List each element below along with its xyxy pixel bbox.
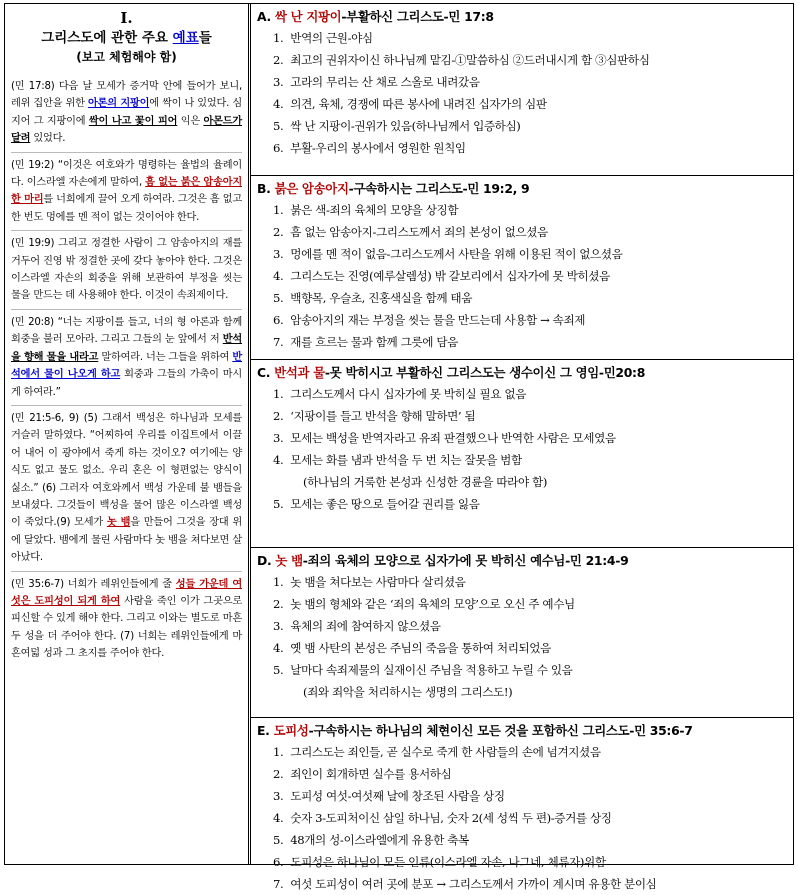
verse-divider bbox=[11, 230, 242, 231]
verse-text: 말하여라. 너는 그들을 위하여 bbox=[98, 351, 233, 363]
list-item-text: 붉은 색-죄의 육체의 모양을 상징함 bbox=[290, 203, 459, 217]
list-item-text: 백향목, 우슬초, 진홍색실을 함께 태움 bbox=[290, 291, 473, 305]
list-item bbox=[273, 405, 787, 427]
list-item bbox=[273, 137, 787, 159]
list-number: 2. bbox=[273, 597, 284, 611]
verse-block bbox=[11, 157, 242, 227]
list-item-text: 날마다 속죄제물의 실재이신 주님을 적용하고 누릴 수 있음 bbox=[290, 663, 573, 677]
section-accent: 반석과 물 bbox=[274, 365, 325, 380]
verse-divider bbox=[11, 405, 242, 406]
verse-highlight: 성들 가운데 여섯은 도피성이 되게 하여 bbox=[11, 578, 242, 607]
list-item-text: 멍에를 멘 적이 없음-그리스도께서 사탄을 위해 이용된 적이 없으셨음 bbox=[290, 247, 623, 261]
list-number: 7. bbox=[273, 335, 284, 349]
list-item-text: 암송아지의 재는 부정을 씻는 물을 만드는데 사용함 → 속죄제 bbox=[290, 313, 586, 327]
list-number: 4. bbox=[273, 453, 284, 467]
verse-block bbox=[11, 235, 242, 305]
list-item-text: 숫자 3-도피처이신 삼일 하나님, 숫자 2(세 성씩 두 편)-증거를 상징 bbox=[290, 811, 612, 825]
verse-highlight: 아론의 지팡이 bbox=[87, 98, 150, 110]
list-item bbox=[273, 741, 787, 763]
list-number: 5. bbox=[273, 291, 284, 305]
list-item-text: 싹 난 지팡이-권위가 있음(하나님께서 입증하심) bbox=[290, 119, 521, 133]
list-number: 7. bbox=[273, 877, 284, 891]
list-item bbox=[273, 27, 787, 49]
section-subtitle: -죄의 육체의 모양으로 십자가에 못 박히신 예수님-민 21:4-9 bbox=[302, 553, 629, 568]
list-number: 2. bbox=[273, 767, 284, 781]
list-item-text: 모세는 화를 냄과 반석을 두 번 치는 잘못을 범함 bbox=[290, 453, 522, 467]
verse-list bbox=[11, 78, 242, 663]
list-item-text: 육체의 죄에 참여하지 않으셨음 bbox=[290, 619, 441, 633]
verse-text: (민 17:8) 다음 날 모세가 증거막 안에 들어가 보니, 레위 집안을 위한 bbox=[11, 81, 242, 110]
list-item bbox=[273, 449, 787, 471]
page-title bbox=[11, 28, 242, 48]
list-number: 1. bbox=[273, 387, 284, 401]
list-number: 4. bbox=[273, 97, 284, 111]
title-block bbox=[11, 8, 242, 66]
list-item bbox=[273, 287, 787, 309]
list-item bbox=[273, 383, 787, 405]
section-list bbox=[257, 199, 787, 353]
verse-highlight: 아몬드가 달려 bbox=[11, 115, 243, 145]
list-item-text: 최고의 권위자이신 하나님께 맡김-①말씀하심 ②드러내시게 함 ③심판하심 bbox=[290, 53, 650, 67]
list-item bbox=[273, 221, 787, 243]
list-number: 3. bbox=[273, 247, 284, 261]
list-item bbox=[273, 571, 787, 593]
list-item-text: 모세는 좋은 땅으로 들어갈 권리를 잃음 bbox=[290, 497, 480, 511]
verse-block bbox=[11, 576, 242, 663]
list-item bbox=[273, 637, 787, 659]
section-c bbox=[251, 360, 793, 548]
list-item bbox=[273, 785, 787, 807]
list-item bbox=[273, 331, 787, 353]
section-d bbox=[251, 548, 793, 718]
verse-text: (민 19:9) 그리고 정결한 사람이 그 암송아지의 재를 거두어 진영 밖 정결한 곳에 갖다 놓아야 한다. 그것은 이스라엘 자손의 회중을 위해 보관하여 부정을 씻는 물을 만드는 데 사용해야 한다. 이것이 속죄제이다. bbox=[11, 238, 242, 302]
list-number: 2. bbox=[273, 409, 284, 423]
list-number: 2. bbox=[273, 225, 284, 239]
list-item-text: 도피성 여섯-여섯째 날에 창조된 사람을 상징 bbox=[290, 789, 505, 803]
page-subtitle: (보고 체험해야 함) bbox=[76, 50, 177, 64]
verse-text: 회중과 그들의 가축이 마시게 하여라.” bbox=[11, 369, 242, 398]
section-heading bbox=[257, 721, 787, 741]
title-suffix: 들 bbox=[198, 30, 212, 46]
list-number: 3. bbox=[273, 619, 284, 633]
list-item bbox=[273, 851, 787, 873]
left-column bbox=[5, 4, 251, 864]
verse-text: 있었다. bbox=[30, 133, 66, 145]
section-heading bbox=[257, 551, 787, 571]
section-list bbox=[257, 571, 787, 703]
verse-text: 익은 bbox=[177, 115, 204, 127]
section-letter: E. bbox=[257, 723, 274, 738]
list-item-text: 여섯 도피성이 여러 곳에 분포 → 그리스도께서 가까이 계시며 유용한 분이심 bbox=[290, 877, 657, 891]
list-item bbox=[273, 763, 787, 785]
verse-text: (민 19:2) “이것은 여호와가 명령하는 율법의 율례이다. 이스라엘 자손에게 말하여, bbox=[11, 159, 242, 189]
verse-text: (민 20:8) “너는 지팡이를 들고, 너의 형 아론과 함께 회중을 불러 모아라. 그리고 그들의 눈 앞에서 저 bbox=[11, 316, 242, 346]
section-list bbox=[257, 383, 787, 515]
list-number: 6. bbox=[273, 313, 284, 327]
list-item-text: 옛 뱀 사탄의 본성은 주님의 죽음을 통하여 처리되었음 bbox=[290, 641, 551, 655]
list-item bbox=[273, 71, 787, 93]
verse-text: 사람을 죽인 이가 그곳으로 피신할 수 있게 해야 한다. 그리고 이와는 별도로 마흔두 성을 더 주어야 한다. (7) 너희는 레위인들에게 마흔여덟 성과 그 초지를 주어야 한다. bbox=[11, 595, 242, 660]
section-accent: 붉은 암송아지 bbox=[274, 181, 349, 196]
list-number: 5. bbox=[273, 663, 284, 677]
section-letter: D. bbox=[257, 553, 276, 568]
list-item-text: 그리스도께서 다시 십자가에 못 박히실 필요 없음 bbox=[290, 387, 527, 401]
list-number: 6. bbox=[273, 141, 284, 155]
list-number: 1. bbox=[273, 745, 284, 759]
parenthetical-note: (하나님의 거룩한 본성과 신성한 경륜을 따라야 함) bbox=[303, 475, 547, 489]
list-item bbox=[273, 427, 787, 449]
title-highlight: 예표 bbox=[172, 30, 199, 46]
section-a bbox=[251, 4, 793, 176]
list-number: 3. bbox=[273, 431, 284, 445]
list-item bbox=[273, 93, 787, 115]
section-heading bbox=[257, 363, 787, 383]
parenthetical-note: (죄와 죄악을 처리하시는 생명의 그리스도!) bbox=[303, 685, 513, 699]
list-item bbox=[273, 593, 787, 615]
list-item bbox=[273, 49, 787, 71]
verse-highlight: 놋 뱀 bbox=[106, 517, 131, 529]
list-item bbox=[273, 829, 787, 851]
list-number: 5. bbox=[273, 497, 284, 511]
verse-text: 에 싹이 나 있었다. 심지어 그 지팡이에 bbox=[11, 98, 242, 127]
list-item-text: 고라의 무리는 산 채로 스올로 내려갔음 bbox=[290, 75, 480, 89]
list-item-text: 모세는 백성을 반역자라고 유죄 판결했으나 반역한 사람은 모세였음 bbox=[290, 431, 616, 445]
right-column bbox=[251, 4, 793, 891]
verse-text: (민 35:6-7) 너희가 레위인들에게 줄 bbox=[11, 578, 176, 590]
verse-text: 를 너희에게 끌어 오게 하여라. 그것은 흠 없고 한 번도 멍에를 멘 적이 없는 것이어야 한다. bbox=[11, 194, 242, 223]
section-heading bbox=[257, 179, 787, 199]
verse-block bbox=[11, 314, 242, 401]
verse-divider bbox=[11, 309, 242, 310]
section-subtitle: -못 박히시고 부활하신 그리스도는 생수이신 그 영임-민20:8 bbox=[324, 365, 646, 380]
roman-numeral: I. bbox=[120, 9, 133, 27]
list-number: 5. bbox=[273, 833, 284, 847]
list-item-text: 재를 흐르는 물과 함께 그릇에 담음 bbox=[290, 335, 458, 349]
list-item-text: 부활-우리의 봉사에서 영원한 원칙임 bbox=[290, 141, 466, 155]
list-item bbox=[273, 493, 787, 515]
section-subtitle: -구속하시는 그리스도-민 19:2, 9 bbox=[348, 181, 530, 196]
list-item bbox=[273, 873, 787, 895]
section-subtitle: -부활하신 그리스도-민 17:8 bbox=[341, 9, 494, 24]
verse-block bbox=[11, 78, 242, 148]
list-item bbox=[273, 309, 787, 331]
list-item-text: 48개의 성-이스라엘에게 유용한 축복 bbox=[290, 833, 469, 847]
list-number: 5. bbox=[273, 119, 284, 133]
section-list bbox=[257, 741, 787, 895]
list-number: 6. bbox=[273, 855, 284, 869]
section-accent: 싹 난 지팡이 bbox=[274, 9, 342, 24]
verse-highlight: 반석에서 물이 나오게 하고 bbox=[11, 351, 242, 381]
section-accent: 도피성 bbox=[273, 723, 309, 738]
title-text: 그리스도에 관한 주요 bbox=[41, 30, 173, 46]
section-b bbox=[251, 176, 793, 360]
list-item bbox=[273, 659, 787, 681]
list-item bbox=[273, 807, 787, 829]
verse-highlight: 흠 없는 붉은 암송아지 한 마리 bbox=[11, 177, 242, 206]
verse-divider bbox=[11, 152, 242, 153]
list-item-text: 의견, 육체, 경쟁에 따른 봉사에 내려진 십자가의 심판 bbox=[290, 97, 547, 111]
list-item bbox=[273, 615, 787, 637]
list-item-text: 도피성은 하나님이 모든 인류(이스라엘 자손, 나그네, 체류자)위함 bbox=[290, 855, 606, 869]
list-item bbox=[273, 243, 787, 265]
section-e bbox=[251, 718, 793, 893]
list-item-text: 흠 없는 암송아지-그리스도께서 죄의 본성이 없으셨음 bbox=[290, 225, 548, 239]
section-accent: 놋 뱀 bbox=[275, 553, 303, 568]
list-item-text: ‘지팡이를 들고 반석을 향해 말하면’ 됨 bbox=[290, 409, 476, 423]
list-item-text: 그리스도는 죄인들, 곧 실수로 죽게 한 사람들의 손에 넘겨지셨음 bbox=[290, 745, 601, 759]
list-number: 4. bbox=[273, 641, 284, 655]
section-letter: A. bbox=[257, 9, 275, 24]
list-item bbox=[273, 199, 787, 221]
list-number: 3. bbox=[273, 789, 284, 803]
list-item-text: 죄인이 회개하면 실수를 용서하심 bbox=[290, 767, 452, 781]
list-item bbox=[273, 115, 787, 137]
list-item-text: 반역의 근원-야심 bbox=[290, 31, 373, 45]
verse-divider bbox=[11, 571, 242, 572]
verse-block bbox=[11, 410, 242, 567]
list-number: 1. bbox=[273, 31, 284, 45]
verse-highlight: 싹이 나고 꽃이 피어 bbox=[88, 115, 178, 127]
list-number: 2. bbox=[273, 53, 284, 67]
list-number: 4. bbox=[273, 269, 284, 283]
list-item-text: 놋 뱀을 쳐다보는 사람마다 살리셨음 bbox=[290, 575, 466, 589]
section-letter: C. bbox=[257, 365, 275, 380]
list-item-text: 놋 뱀의 형체와 같은 ‘죄의 육체의 모양’으로 오신 주 예수님 bbox=[290, 597, 575, 611]
list-number: 3. bbox=[273, 75, 284, 89]
list-number: 1. bbox=[273, 575, 284, 589]
section-heading bbox=[257, 7, 787, 27]
section-letter: B. bbox=[257, 181, 275, 196]
verse-text: (민 21:5-6, 9) (5) 그래서 백성은 하나님과 모세를 거슬러 말하였다. “어찌하여 우리를 이집트에서 이끌어 내어 이 광야에서 죽게 하는 것이오? 여기에는 양식도 없고 물도 없소. 우리 혼은 이 형편없는 양식이 싫소.” (6) 그러자 여호와께서 백성 가운데 불 뱀들을 보내셨다. 그것들이 백성을 물어 많은 이스라엘 백성이 죽었다.(9) 모세가 bbox=[11, 412, 242, 529]
list-number: 1. bbox=[273, 203, 284, 217]
list-number: 4. bbox=[273, 811, 284, 825]
list-item-text: 그리스도는 진영(예루살렘성) 밖 갈보리에서 십자가에 못 박히셨음 bbox=[290, 269, 610, 283]
list-item bbox=[273, 265, 787, 287]
section-subtitle: -구속하시는 하나님의 체현이신 모든 것을 포함하신 그리스도-민 35:6-7 bbox=[308, 723, 693, 738]
document-page bbox=[4, 3, 794, 891]
verse-text: 을 만들어 그것을 장대 위에 달았다. 뱀에게 물린 사람마다 놋 뱀을 쳐다보면 살아났다. bbox=[11, 517, 242, 564]
section-list bbox=[257, 27, 787, 159]
verse-highlight: 반석을 향해 물을 내라고 bbox=[11, 334, 242, 363]
